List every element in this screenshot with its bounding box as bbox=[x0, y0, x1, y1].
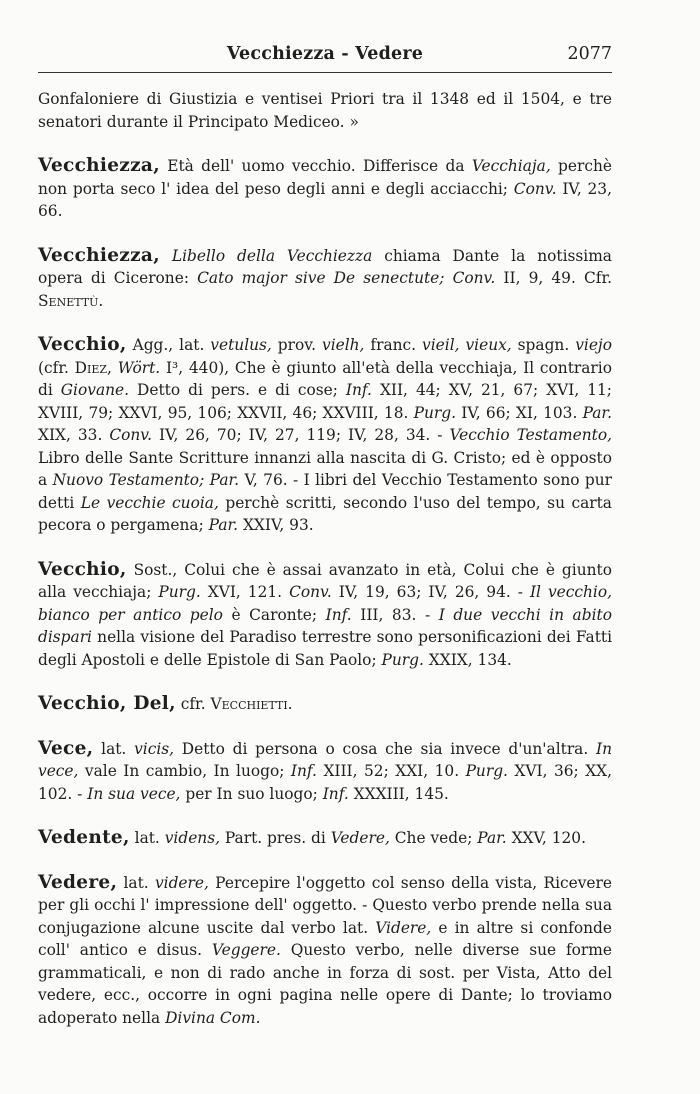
italic-text: Vecchiaja, bbox=[471, 157, 551, 175]
body-text: (cfr. bbox=[38, 358, 75, 377]
body-text: XXIV, 93. bbox=[238, 516, 314, 534]
italic-text: Inf. bbox=[345, 381, 372, 399]
body-text: IV, 26, 70; IV, 27, 119; IV, 28, 34. - bbox=[152, 426, 450, 444]
headword: Vecchiezza, bbox=[38, 155, 160, 176]
headword: Vecchiezza, bbox=[38, 244, 160, 266]
italic-text: Vecchio Testamento, bbox=[449, 426, 612, 444]
headword: Vecchio, bbox=[38, 334, 127, 355]
body-text: XXV, 120. bbox=[506, 829, 586, 847]
body-text: lat. bbox=[129, 829, 165, 847]
italic-text: In sua vece, bbox=[87, 784, 181, 803]
body-text: XVI, 121. bbox=[200, 583, 290, 601]
italic-text: videre, bbox=[154, 873, 209, 892]
italic-text: Inf. bbox=[322, 784, 349, 803]
body-text: spagn. bbox=[511, 336, 576, 354]
body-text: Età dell' uomo vecchio. Differisce da bbox=[159, 157, 472, 175]
italic-text: I due vecchi in abito dispari bbox=[38, 605, 612, 646]
body-text: V, 76. - I libri del Vecchio Testamento sono pur detti bbox=[38, 471, 613, 512]
body-text: lat. bbox=[93, 739, 135, 758]
italic-text: Vedere, bbox=[330, 829, 390, 847]
italic-text: vicis, bbox=[134, 739, 175, 758]
body-text: franc. bbox=[364, 336, 423, 354]
italic-text: Libello della Vecchiezza bbox=[171, 246, 373, 265]
body-text: XIX, 33. bbox=[38, 426, 110, 444]
italic-text: Veggere. bbox=[211, 941, 281, 959]
body-text: IV, 66; XI, 103. bbox=[456, 403, 583, 422]
body-text: Libro delle Sante Scritture innanzi alla nascita di G. Cristo; ed è opposto a bbox=[38, 448, 612, 489]
italic-text: Giovane. bbox=[60, 381, 130, 399]
italic-text: vetulus, bbox=[210, 336, 272, 354]
small-caps-text: Diez, bbox=[74, 358, 112, 377]
headword: Vedente, bbox=[38, 827, 130, 848]
italic-text: Par. bbox=[208, 516, 239, 534]
body-text: Che vede; bbox=[389, 829, 478, 847]
body-text: lat. bbox=[117, 873, 155, 892]
entry-vecchio-del bbox=[38, 693, 612, 716]
italic-text: Conv. bbox=[109, 426, 153, 444]
entry-vecchio-sost bbox=[38, 559, 612, 672]
italic-text: In vece, bbox=[38, 739, 612, 780]
body-text: nella visione del Paradiso terrestre sono personificazioni dei Fatti degli Apostoli e delle Epistole di San Paolo; bbox=[38, 628, 612, 669]
entry-vece bbox=[38, 738, 612, 806]
entry-continuation bbox=[38, 88, 612, 133]
italic-text: Cato major sive De senectute; Conv. bbox=[197, 269, 496, 287]
page-body bbox=[38, 88, 612, 1051]
entry-vecchiezza-1 bbox=[38, 155, 612, 223]
italic-text: Par. bbox=[477, 829, 507, 847]
body-text: chiama Dante la notissima opera di Cicerone: bbox=[38, 246, 612, 287]
body-text: perchè non porta seco l' idea del peso degli anni e degli acciacchi; bbox=[38, 157, 612, 198]
body-text: Detto di pers. e di cose; bbox=[129, 381, 346, 399]
running-title: Vecchiezza - Vedere bbox=[226, 44, 424, 64]
body-text: XIII, 52; XXI, 10. bbox=[316, 762, 466, 780]
body-text: XXIX, 134. bbox=[423, 650, 512, 669]
small-caps-text: Senettù. bbox=[38, 291, 104, 310]
italic-text: videns, bbox=[164, 829, 220, 847]
body-text: IV, 19, 63; IV, 26, 94. - bbox=[331, 583, 530, 601]
page-number: 2077 bbox=[567, 44, 612, 64]
italic-text: Le vecchie cuoia, bbox=[80, 493, 219, 512]
body-text bbox=[160, 247, 172, 265]
body-text: III, 83. - bbox=[351, 605, 439, 624]
italic-text: Par. bbox=[582, 403, 612, 422]
body-text: II, 9, 49. Cfr. bbox=[495, 269, 612, 287]
italic-text: Il vecchio, bianco per antico pelo bbox=[38, 583, 613, 624]
italic-text: Inf. bbox=[325, 605, 352, 624]
header-rule bbox=[38, 72, 612, 73]
headword: Vecchio, bbox=[38, 558, 127, 580]
entry-vedente bbox=[38, 827, 612, 850]
body-text: Part. pres. di bbox=[220, 829, 331, 847]
italic-text: Nuovo Testamento; Par. bbox=[52, 471, 240, 489]
body-text: Gonfaloniere di Giustizia e ventisei Priori tra il 1348 ed il 1504, e tre senatori durante il Principato Mediceo. » bbox=[38, 90, 612, 131]
body-text: Sost., Colui che è assai avanzato in età, Colui che è giunto alla vecchiaja; bbox=[38, 560, 612, 601]
body-text: XXXIII, 145. bbox=[348, 784, 449, 803]
body-text: I³, 440), Che è giunto all'età della vecchiaja, Il contrario di bbox=[38, 358, 612, 399]
italic-text: Purg. bbox=[158, 583, 201, 601]
body-text: perchè scritti, secondo l'uso del tempo, su carta pecora o pergamena; bbox=[38, 493, 612, 534]
body-text: XII, 44; XV, 21, 67; XVI, 11; XVIII, 79; XXVI, 95, 106; XXVII, 46; XXVIII, 18. bbox=[38, 381, 612, 422]
body-text: IV, 23, 66. bbox=[38, 179, 612, 220]
italic-text: Conv. bbox=[289, 583, 332, 601]
italic-text: vieil, vieux, bbox=[422, 336, 512, 354]
italic-text: Purg. bbox=[413, 403, 457, 422]
italic-text: Videre, bbox=[375, 918, 432, 937]
body-text: Questo verbo, nelle diverse sue forme grammaticali, e non di rado anche in forza di sost. per Vista, Atto del vedere, ecc., occorre in ogni pagina nelle opere di Dante; lo troviamo adoperato nella bbox=[38, 941, 612, 1027]
italic-text: Purg. bbox=[465, 762, 508, 780]
italic-text: viejo bbox=[575, 336, 612, 354]
body-text: e in altre si confonde coll' antico e disus. bbox=[38, 918, 612, 959]
italic-text: vielh, bbox=[322, 336, 365, 354]
italic-text: Wört. bbox=[117, 358, 161, 377]
body-text: cfr. bbox=[175, 695, 211, 713]
body-text: Detto di persona o cosa che sia invece d'un'altra. bbox=[174, 739, 596, 758]
body-text: Agg., lat. bbox=[126, 336, 211, 354]
body-text: è Caronte; bbox=[222, 605, 326, 624]
body-text: Percepire l'oggetto col senso della vista, Ricevere per gli occhi l' impressione dell' oggetto. - Questo verbo prende nella sua conjugazione alcune uscite dal verbo lat. bbox=[38, 873, 612, 937]
italic-text: Divina Com. bbox=[165, 1008, 261, 1027]
body-text: prov. bbox=[271, 336, 322, 354]
body-text: per In suo luogo; bbox=[180, 784, 323, 803]
italic-text: Conv. bbox=[513, 179, 557, 198]
body-text: XVI, 36; XX, 102. - bbox=[38, 762, 613, 803]
entry-vecchio-agg bbox=[38, 334, 612, 537]
running-header bbox=[38, 44, 612, 70]
entry-vedere bbox=[38, 872, 612, 1030]
italic-text: Inf. bbox=[290, 762, 317, 780]
italic-text: Purg. bbox=[381, 650, 424, 669]
entry-vecchiezza-2 bbox=[38, 245, 612, 313]
headword: Vece, bbox=[38, 737, 94, 759]
small-caps-text: Vecchietti. bbox=[210, 695, 293, 713]
body-text: vale In cambio, In luogo; bbox=[78, 762, 291, 780]
headword: Vedere, bbox=[38, 871, 118, 893]
headword: Vecchio, Del, bbox=[38, 693, 176, 714]
